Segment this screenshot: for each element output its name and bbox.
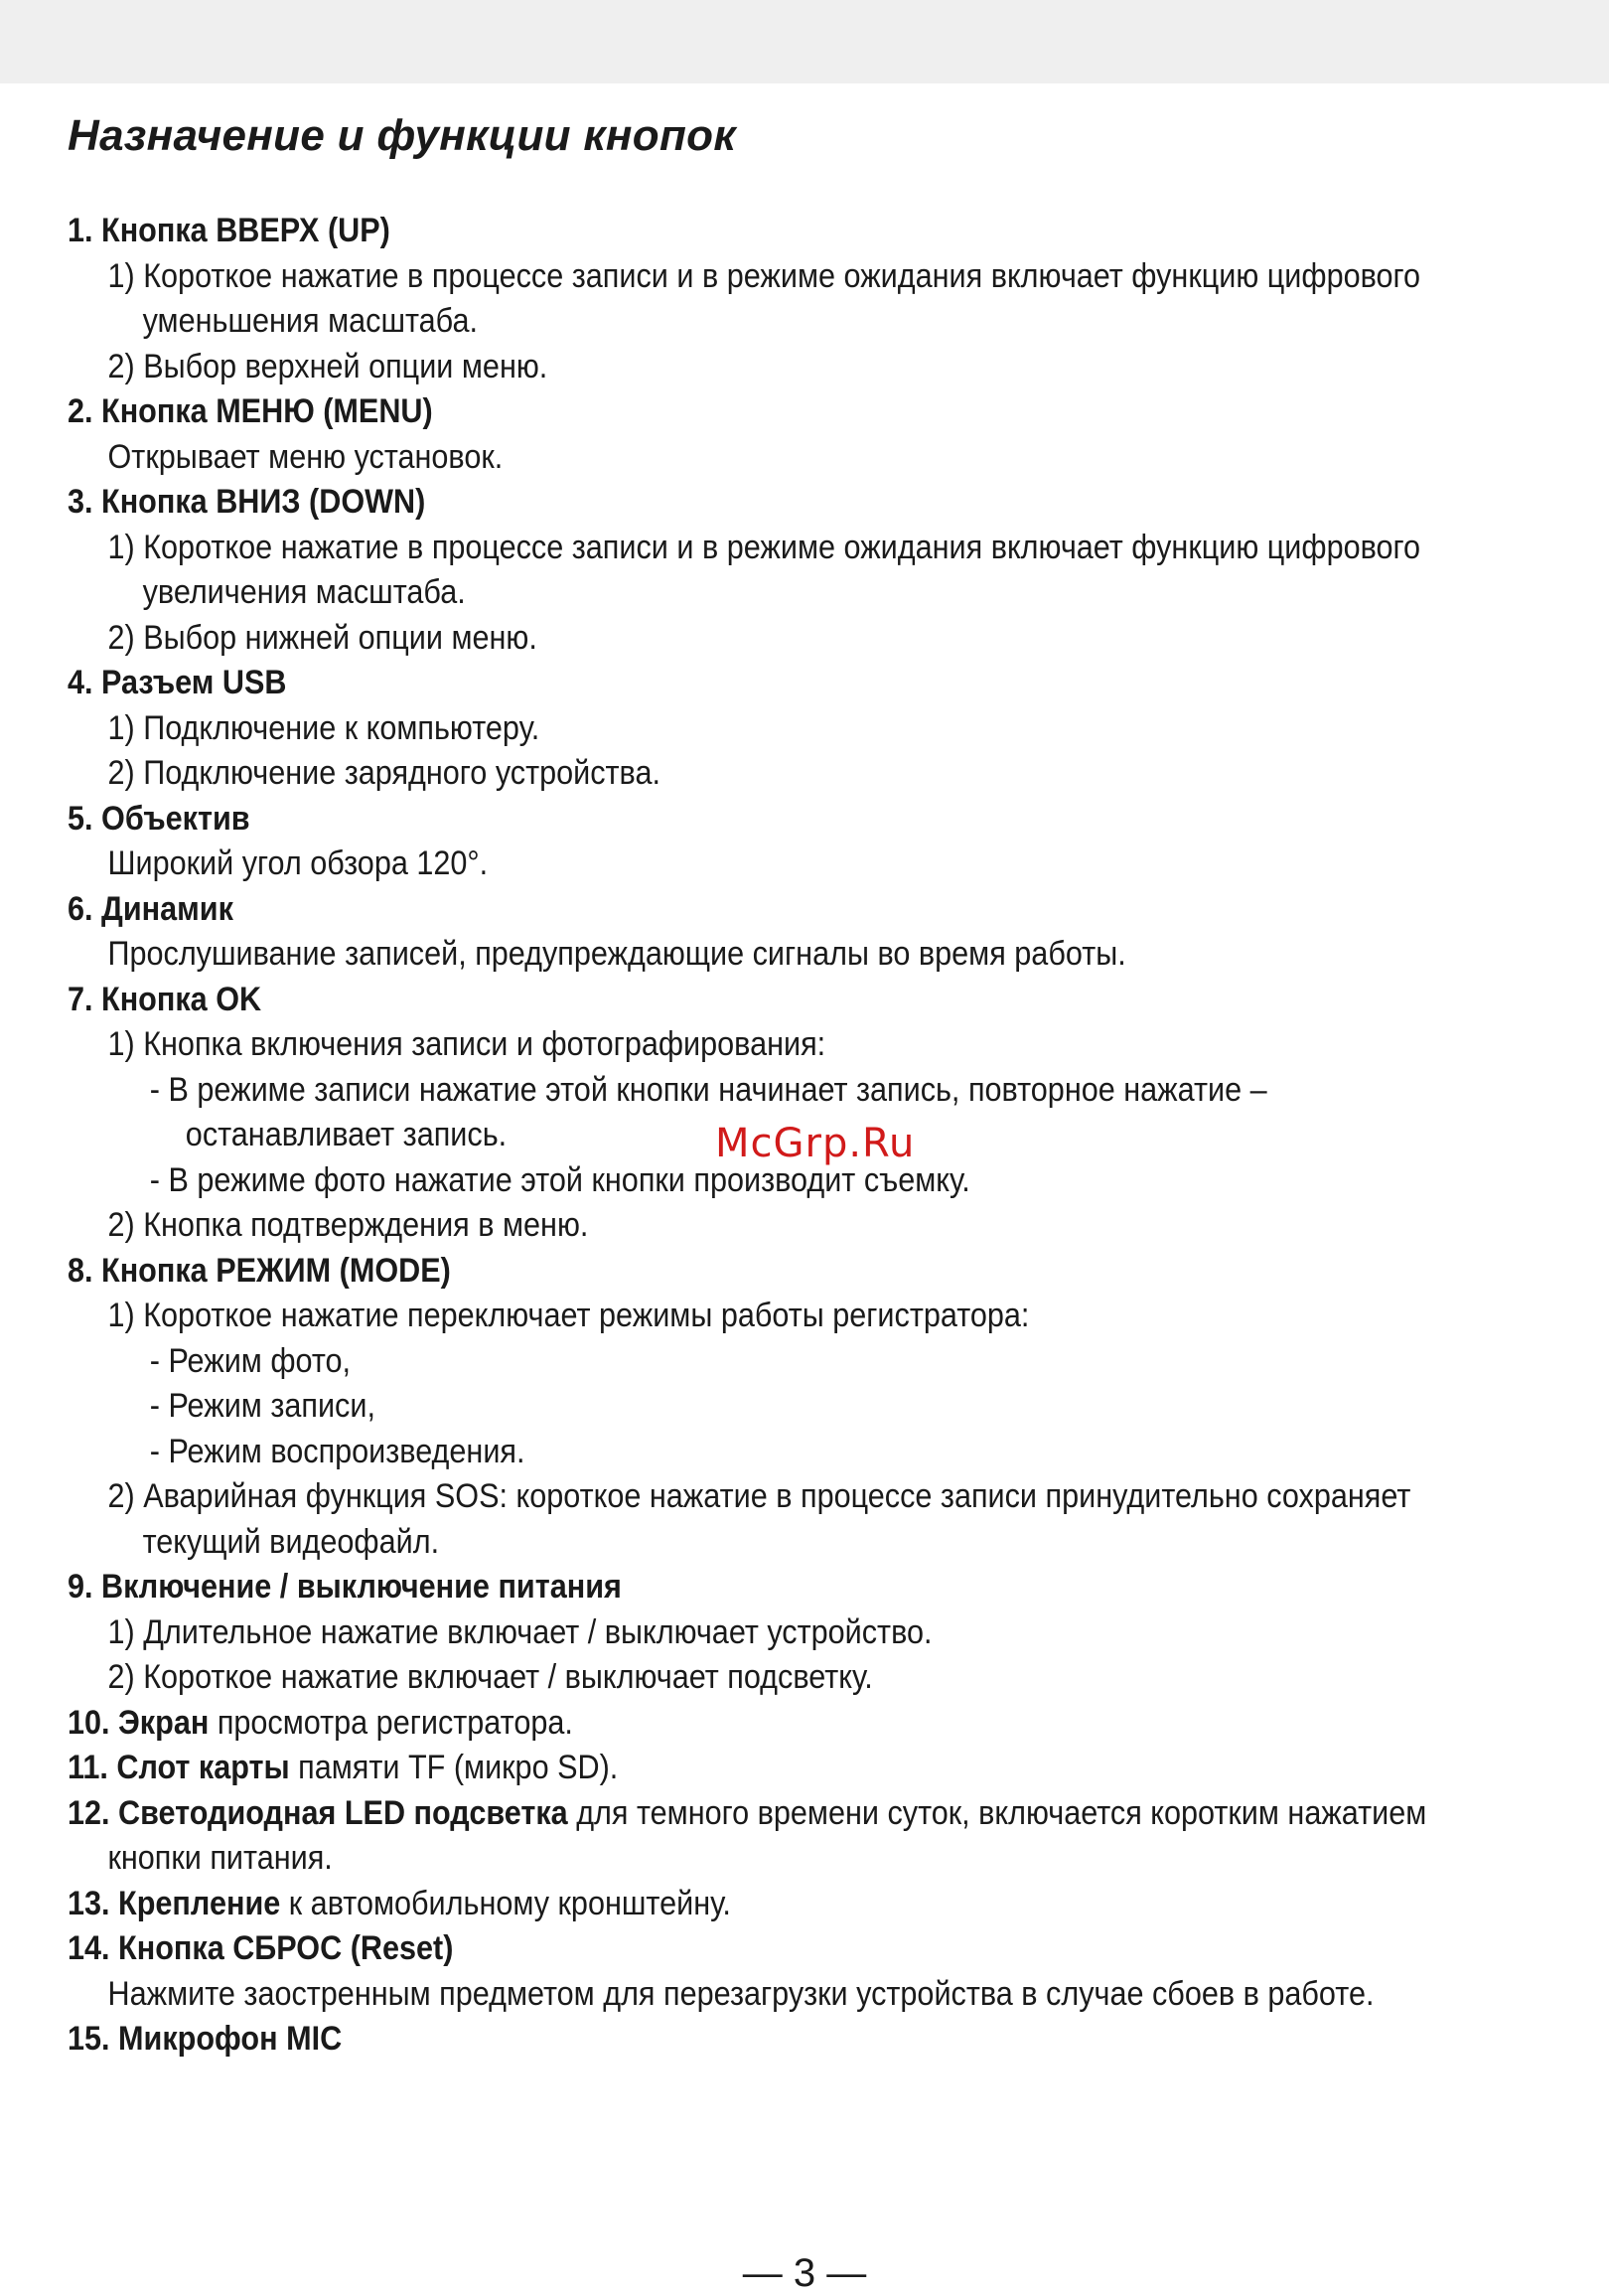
section-heading-card-slot: 11. Слот карты bbox=[68, 1749, 290, 1786]
list-item: 1) Короткое нажатие в процессе записи и в режиме ожидания включает функцию цифрового bbox=[107, 528, 1421, 566]
list-item: 1) Короткое нажатие переключает режимы работы регистратора: bbox=[107, 1297, 1030, 1334]
section-led bbox=[68, 1791, 1427, 1837]
list-item: 2) Короткое нажатие включает / выключает подсветку. bbox=[107, 1658, 873, 1696]
section-heading-screen: 10. Экран bbox=[68, 1703, 210, 1742]
list-item: 1) Короткое нажатие в процессе записи и в режиме ожидания включает функцию цифрового bbox=[107, 256, 1421, 295]
section-mount bbox=[68, 1882, 1408, 1927]
sub-list-item: - Режим записи, bbox=[149, 1387, 375, 1425]
section-text: памяти TF (микро SD). bbox=[289, 1749, 619, 1786]
section-screen bbox=[68, 1701, 1408, 1747]
page-number: — 3 — bbox=[742, 2251, 867, 2295]
section-heading-usb: 4. Разъем USB bbox=[68, 664, 287, 701]
section-heading-lens: 5. Объектив bbox=[68, 799, 250, 838]
list-item-continuation: текущий видеофайл. bbox=[142, 1522, 440, 1561]
section-text: просмотра регистратора. bbox=[209, 1703, 573, 1742]
section-heading-reset: 14. Кнопка СБРОС (Reset) bbox=[68, 1929, 454, 1967]
list-item: 1) Подключение к компьютеру. bbox=[107, 708, 540, 747]
section-text: для темного времени суток, включается коротким нажатием bbox=[567, 1793, 1427, 1832]
list-item-continuation: увеличения масштаба. bbox=[142, 573, 466, 611]
list-item: Нажмите заостренным предметом для перезагрузки устройства в случае сбоев в работе. bbox=[107, 1974, 1375, 2013]
list-item: 2) Подключение зарядного устройства. bbox=[107, 754, 660, 792]
list-item-continuation: уменьшения масштаба. bbox=[142, 302, 479, 340]
section-heading-menu: 2. Кнопка МЕНЮ (MENU) bbox=[68, 392, 433, 430]
list-item: 1) Кнопка включения записи и фотографирования: bbox=[107, 1025, 826, 1063]
list-item: 2) Кнопка подтверждения в меню. bbox=[107, 1206, 589, 1244]
list-item: Открывает меню установок. bbox=[107, 437, 504, 476]
section-heading-up: 1. Кнопка ВВЕРХ (UP) bbox=[68, 212, 390, 249]
list-item: Прослушивание записей, предупреждающие сигналы во время работы. bbox=[107, 935, 1126, 973]
list-item: Широкий угол обзора 120°. bbox=[107, 844, 489, 882]
sub-list-item: - В режиме записи нажатие этой кнопки начинает запись, повторное нажатие – bbox=[149, 1070, 1267, 1109]
sub-list-item: - Режим воспроизведения. bbox=[149, 1432, 525, 1470]
top-band bbox=[0, 0, 1609, 83]
section-card-slot bbox=[68, 1746, 1408, 1791]
list-item: 2) Выбор верхней опции меню. bbox=[107, 347, 548, 385]
sub-list-item: - Режим фото, bbox=[149, 1341, 352, 1380]
section-heading-ok: 7. Кнопка OK bbox=[68, 980, 262, 1018]
sub-list-item-continuation: останавливает запись. bbox=[185, 1116, 508, 1153]
list-item: 2) Выбор нижней опции меню. bbox=[107, 618, 537, 657]
watermark: McGrp.Ru bbox=[715, 1121, 916, 1166]
section-heading-power: 9. Включение / выключение питания bbox=[68, 1568, 622, 1606]
sub-list-item: - В режиме фото нажатие этой кнопки производит съемку. bbox=[149, 1160, 970, 1199]
section-heading-mount: 13. Крепление bbox=[68, 1884, 281, 1922]
section-heading-mode: 8. Кнопка РЕЖИМ (MODE) bbox=[68, 1251, 451, 1290]
section-heading-speaker: 6. Динамик bbox=[68, 889, 233, 928]
section-heading-mic: 15. Микрофон MIC bbox=[68, 2020, 343, 2058]
list-item: 1) Длительное нажатие включает / выключает устройство. bbox=[107, 1612, 933, 1651]
section-text-continuation: кнопки питания. bbox=[107, 1839, 333, 1877]
page-title: Назначение и функции кнопок bbox=[68, 111, 736, 160]
list-item: 2) Аварийная функция SOS: короткое нажатие в процессе записи принудительно сохраняет bbox=[107, 1477, 1411, 1515]
section-text: к автомобильному кронштейну. bbox=[280, 1884, 731, 1922]
section-heading-led: 12. Светодиодная LED подсветка bbox=[68, 1793, 568, 1832]
section-heading-down: 3. Кнопка ВНИЗ (DOWN) bbox=[68, 483, 426, 521]
